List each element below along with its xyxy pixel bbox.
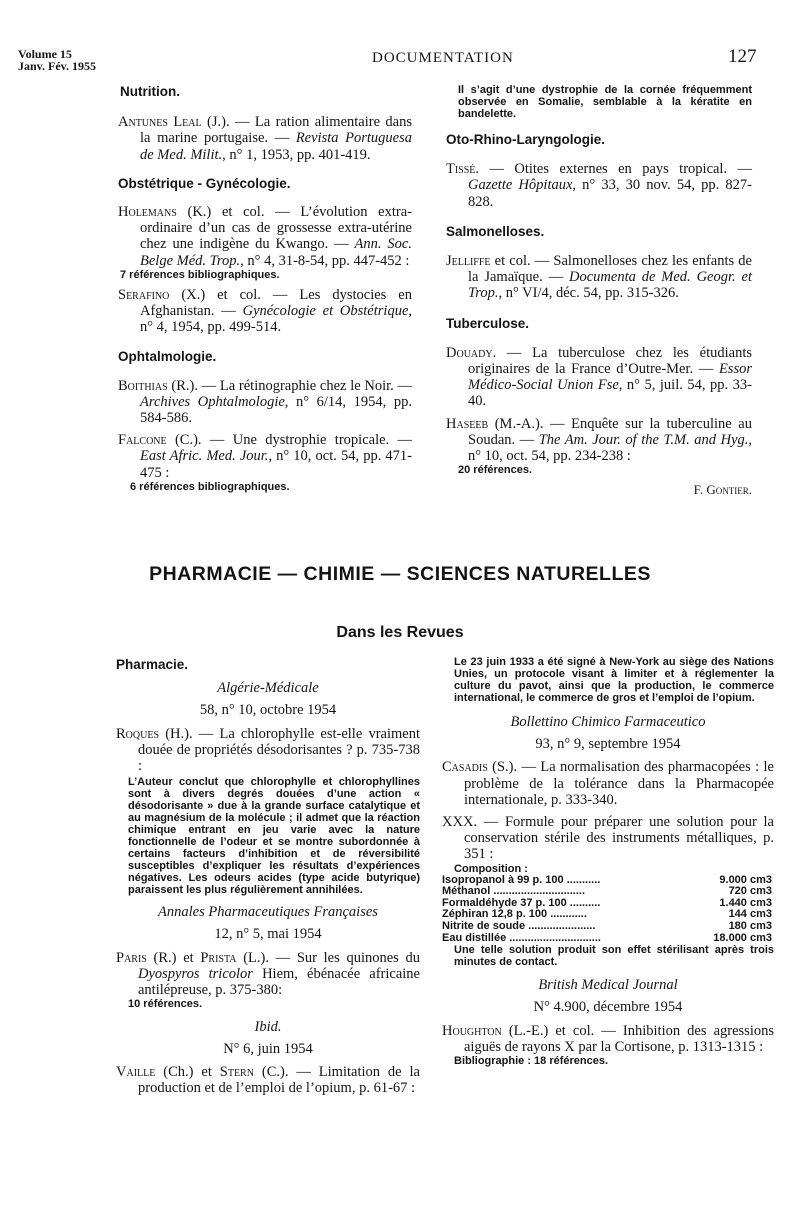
section-heading-oto: Oto-Rhino-Laryngologie. <box>446 132 605 147</box>
journal-issue: 12, n° 5, mai 1954 <box>214 926 322 943</box>
section-heading-ophtalmologie: Ophtalmologie. <box>118 349 217 365</box>
reference-jelliffe: Jelliffe et col. — Salmonelloses chez les enfants de la Jamaïque. — Documenta de Med. Geogr. et Trop., n° VI/4, déc. 54, pp. 315-326. <box>446 253 752 302</box>
journal-issue: 58, n° 10, octobre 1954 <box>199 702 337 719</box>
reference-haseeb: Haseeb (M.-A.). — Enquête sur la tuberculine au Soudan. — The Am. Jour. of the T.M. and Hyg., n° 10, oct. 54, pp. 234-238 : <box>446 415 753 465</box>
reference-falcone: Falcone (C.). — Une dystrophie tropicale. — East Afric. Med. Jour., n° 10, oct. 54, pp. 471-475 : <box>118 432 413 481</box>
reference-xxx: XXX. — Formule pour préparer une solution pour la conservation stérile des instruments métalliques, p. 351 : <box>442 814 774 863</box>
top-left-column <box>118 84 412 493</box>
page-number: 127 <box>728 46 757 67</box>
ingredient-quantity: 1.440 cm3 <box>719 896 772 909</box>
section-heading-obstetrique: Obstétrique - Gynécologie. <box>118 175 291 191</box>
note-dystrophie: Il s’agit d’une dystrophie de la cornée fréquemment observée en Somalie, semblable à la kératite en bandelette. <box>458 84 752 120</box>
ingredient-quantity: 144 cm3 <box>728 908 772 921</box>
section-heading-tuberculose: Tuberculose. <box>446 315 530 331</box>
section-heading-nutrition: Nutrition. <box>120 84 180 99</box>
issue-date: Janv. Fév. 1955 <box>18 59 97 73</box>
running-title: DOCUMENTATION <box>372 50 514 66</box>
ingredient-name: Isopropanol à 99 p. 100 ........... <box>442 873 601 886</box>
journal-name: Annales Pharmaceutiques Françaises <box>158 904 378 921</box>
ingredient-name: Eau distillée .............................. <box>442 931 601 944</box>
top-right-column <box>446 84 752 498</box>
note-holemans: 7 références bibliographiques. <box>120 268 280 281</box>
ingredient-quantity: 18.000 cm3 <box>713 931 772 944</box>
note-falcone: 6 références bibliographiques. <box>130 480 290 493</box>
composition-row <box>442 933 772 945</box>
bottom-right-column <box>442 656 774 1067</box>
ingredient-quantity: 720 cm3 <box>728 885 772 898</box>
ingredient-quantity: 180 cm3 <box>728 920 772 932</box>
ingredient-name: Méthanol .............................. <box>442 885 586 898</box>
journal-name: Bollettino Chimico Farmaceutico <box>510 714 706 730</box>
reference-boithias: Boithias (R.). — La rétinographie chez le Noir. — Archives Ophtalmologie, n° 6/14, 1954, pp. 584-586. <box>118 377 412 427</box>
section-heading-pharmacie: Pharmacie. <box>116 657 189 672</box>
section-heading-salmonelloses: Salmonelloses. <box>446 223 545 239</box>
note-opium-protocol: Le 23 juin 1933 a été signé à New-York au siège des Nations Unies, un protocole visant à limiter et à réglementer la culture du pavot, ainsi que la production, le commerce international, le commerce de gros et l’emploi de l’opium. <box>454 656 774 704</box>
ingredient-name: Nitrite de soude ...................... <box>442 920 596 932</box>
volume-label <box>18 48 113 72</box>
reference-paris-prista: Paris (R.) et Prista (L.). — Sur les quinones du Dyospyros tricolor Hiem, ébénacée africaine antilépreuse, p. 375-380: <box>116 949 420 999</box>
reference-antunes: Antunes Leal (J.). — La ration alimentaire dans la marine portugaise. — Revista Portuguesa de Med. Milit., n° 1, 1953, pp. 401-419. <box>118 114 412 163</box>
volume-number: Volume 15 <box>18 47 72 61</box>
reference-tisse: Tissé. — Otites externes en pays tropical. — Gazette Hôpitaux, n° 33, 30 nov. 54, pp. 827-828. <box>446 161 752 210</box>
composition-row <box>442 921 772 933</box>
note-paris-prista: 10 références. <box>128 998 202 1011</box>
note-xxx: Une telle solution produit son effet stérilisant après trois minutes de contact. <box>454 944 774 969</box>
reference-vaille-stern: Vaille (Ch.) et Stern (C.). — Limitation de la production et de l’emploi de l’opium, p. 61-67 : <box>116 1063 420 1096</box>
section-main-title: PHARMACIE — CHIMIE — SCIENCES NATURELLES <box>149 563 651 585</box>
author-signature: F. Gontier. <box>693 482 752 498</box>
note-roques: L’Auteur conclut que chlorophylle et chlorophyllines sont à divers degrés douées d’une action « désodorisante » due à la grande surface catalytique et au magnésium de la molécule ; il admet que la réaction chimique entrant en jeu varie avec la nature fonctionnelle de l’odeur et se montre subordonnée à certains facteurs d’inhibition et de réversibilité susceptibles d’expliquer les résultats d’expériences négatives. Les odeurs acides (type acide butyrique) paraissent les plus régulièrement annihilées. <box>128 776 420 897</box>
composition-label: Composition : <box>454 862 528 875</box>
journal-issue: 93, n° 9, septembre 1954 <box>535 736 681 753</box>
bottom-left-column <box>116 657 420 1096</box>
reference-douady: Douady. — La tuberculose chez les étudiants originaires de la France d’Outre-Mer. — Essor Médico-Social Union Fse, n° 5, juil. 54, pp. 33-40. <box>446 344 752 410</box>
reference-holemans: Holemans (K.) et col. — L’évolution extra-ordinaire d’un cas de grossesse extra-utérine chez une indigène du Kwango. — Ann. Soc. Belge Méd. Trop., n° 4, 31-8-54, pp. 447-452 : <box>118 204 412 269</box>
journal-issue: N° 6, juin 1954 <box>223 1041 313 1058</box>
ingredient-name: Formaldéhyde 37 p. 100 .......... <box>442 896 601 909</box>
journal-name: Ibid. <box>254 1019 282 1036</box>
ingredient-name: Zéphiran 12,8 p. 100 ............ <box>442 908 587 921</box>
journal-issue: N° 4.900, décembre 1954 <box>533 999 683 1016</box>
note-haseeb: 20 références. <box>458 464 532 477</box>
composition-table <box>442 875 772 945</box>
reference-casadis: Casadis (S.). — La normalisation des pharmacopées : le problème de la tolérance dans la Pharmacopée internationale, p. 333-340. <box>442 759 774 808</box>
journal-name: British Medical Journal <box>538 977 678 994</box>
journal-name: Algérie-Médicale <box>217 680 319 697</box>
section-subtitle: Dans les Revues <box>336 624 464 641</box>
note-houghton: Bibliographie : 18 références. <box>454 1055 609 1067</box>
reference-houghton: Houghton (L.-E.) et col. — Inhibition des agressions aiguës de rayons X par la Cortisone, p. 1313-1315 : <box>442 1022 774 1055</box>
reference-roques: Roques (H.). — La chlorophylle est-elle vraiment douée de propriétés désodorisantes ? p. 735-738 : <box>116 725 420 775</box>
ingredient-quantity: 9.000 cm3 <box>719 873 772 886</box>
reference-serafino: Serafino (X.) et col. — Les dystocies en Afghanistan. — Gynécologie et Obstétrique, n° 4, 1954, pp. 499-514. <box>118 286 413 336</box>
